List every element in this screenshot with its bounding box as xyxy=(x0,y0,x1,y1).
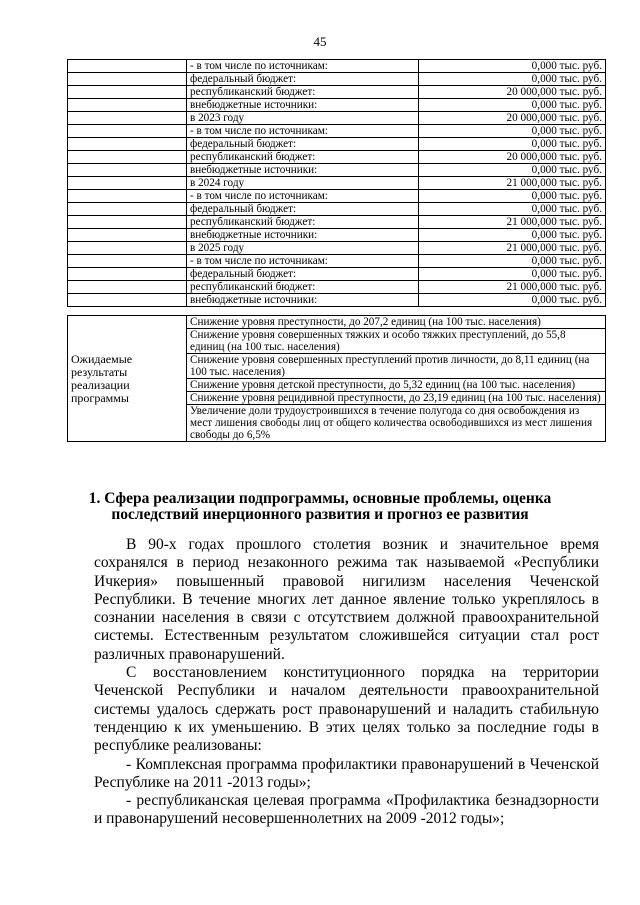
financing-empty-cell xyxy=(68,73,187,86)
page-number: 45 xyxy=(313,34,327,49)
financing-row xyxy=(68,60,606,73)
financing-row xyxy=(68,164,606,177)
financing-empty-cell xyxy=(68,60,187,73)
financing-row xyxy=(68,73,606,86)
paragraph: - Комплексная программа профилактики правонарушений в Чеченской Республике на 2011 -2013 годы»; xyxy=(94,755,599,791)
financing-empty-cell xyxy=(68,268,187,281)
financing-label: внебюджетные источники: xyxy=(187,164,419,177)
financing-label: республиканский бюджет: xyxy=(187,151,419,164)
expected-results-body xyxy=(68,316,606,442)
financing-row xyxy=(68,268,606,281)
financing-empty-cell xyxy=(68,216,187,229)
financing-empty-cell xyxy=(68,242,187,255)
financing-value: 21 000,000 тыс. руб. xyxy=(419,242,606,255)
financing-empty-cell xyxy=(68,203,187,216)
financing-row xyxy=(68,190,606,203)
financing-row xyxy=(68,242,606,255)
result-item: Снижение уровня детской преступности, до 5,32 единиц (на 100 тыс. населения) xyxy=(187,379,606,392)
paragraph: С восстановлением конституционного порядка на территории Чеченской Республики и началом деятельности правоохранительной системы удалось сдержать рост правонарушений и наладить стабильную тенденцию к их уменьшению. В этих целях только за последние годы в республике реализованы: xyxy=(94,664,599,755)
financing-value: 0,000 тыс. руб. xyxy=(419,190,606,203)
financing-row xyxy=(68,125,606,138)
financing-label: внебюджетные источники: xyxy=(187,294,419,307)
financing-row xyxy=(68,151,606,164)
financing-value: 0,000 тыс. руб. xyxy=(419,164,606,177)
result-row xyxy=(68,316,606,329)
financing-empty-cell xyxy=(68,177,187,190)
financing-label: - в том числе по источникам: xyxy=(187,255,419,268)
results-label: Ожидаемые результаты реализации программы xyxy=(68,316,187,442)
financing-value: 0,000 тыс. руб. xyxy=(419,229,606,242)
financing-label: республиканский бюджет: xyxy=(187,216,419,229)
section-title: 1. Сфера реализации подпрограммы, основные проблемы, оценка последствий инерционного развития и прогноз ее развития xyxy=(88,490,552,523)
financing-row xyxy=(68,99,606,112)
financing-label: федеральный бюджет: xyxy=(187,73,419,86)
financing-empty-cell xyxy=(68,229,187,242)
financing-value: 20 000,000 тыс. руб. xyxy=(419,151,606,164)
financing-empty-cell xyxy=(68,255,187,268)
financing-value: 21 000,000 тыс. руб. xyxy=(419,177,606,190)
financing-empty-cell xyxy=(68,86,187,99)
financing-row xyxy=(68,112,606,125)
paragraph: - республиканская целевая программа «Профилактика безнадзорности и правонарушений несовершеннолетних на 2009 -2012 годы»; xyxy=(94,792,599,828)
financing-empty-cell xyxy=(68,112,187,125)
financing-table-body xyxy=(68,60,606,307)
financing-label: - в том числе по источникам: xyxy=(187,190,419,203)
financing-value: 0,000 тыс. руб. xyxy=(419,138,606,151)
financing-value: 20 000,000 тыс. руб. xyxy=(419,86,606,99)
financing-empty-cell xyxy=(68,294,187,307)
financing-empty-cell xyxy=(68,99,187,112)
financing-value: 0,000 тыс. руб. xyxy=(419,294,606,307)
financing-value: 0,000 тыс. руб. xyxy=(419,268,606,281)
financing-label: республиканский бюджет: xyxy=(187,281,419,294)
financing-empty-cell xyxy=(68,125,187,138)
result-item: Снижение уровня совершенных тяжких и особо тяжких преступлений, до 55,8 единиц (на 100 тыс. населения) xyxy=(187,329,606,354)
financing-label: федеральный бюджет: xyxy=(187,138,419,151)
financing-value: 0,000 тыс. руб. xyxy=(419,73,606,86)
financing-empty-cell xyxy=(68,190,187,203)
financing-label: в 2023 году xyxy=(187,112,419,125)
financing-value: 20 000,000 тыс. руб. xyxy=(419,112,606,125)
financing-label: в 2025 году xyxy=(187,242,419,255)
paragraph: В 90-х годах прошлого столетия возник и значительное время сохранялся в период незаконного режима так называемой «Республики Ичкерия» повышенный правовой нигилизм населения Чеченской Республики. В течение многих лет данное явление только укреплялось в сознании населения в связи с отсутствием должной правоохранительной системы. Естественным результатом сложившейся ситуации стал рост различных правонарушений. xyxy=(94,536,599,663)
financing-label: внебюджетные источники: xyxy=(187,99,419,112)
financing-value: 0,000 тыс. руб. xyxy=(419,99,606,112)
body-text xyxy=(94,536,599,829)
financing-empty-cell xyxy=(68,151,187,164)
financing-label: в 2024 году xyxy=(187,177,419,190)
financing-value: 0,000 тыс. руб. xyxy=(419,125,606,138)
financing-label: федеральный бюджет: xyxy=(187,203,419,216)
financing-row xyxy=(68,255,606,268)
financing-row xyxy=(68,281,606,294)
financing-value: 0,000 тыс. руб. xyxy=(419,203,606,216)
financing-row xyxy=(68,229,606,242)
financing-label: - в том числе по источникам: xyxy=(187,60,419,73)
result-item: Увеличение доли трудоустроившихся в течение полугода со дня освобождения из мест лишения свободы лиц от общего количества освободившихся из мест лишения свободы до 6,5% xyxy=(187,405,606,442)
financing-row xyxy=(68,86,606,99)
expected-results-table xyxy=(67,315,606,442)
financing-value: 21 000,000 тыс. руб. xyxy=(419,281,606,294)
result-item: Снижение уровня преступности, до 207,2 единиц (на 100 тыс. населения) xyxy=(187,316,606,329)
financing-label: федеральный бюджет: xyxy=(187,268,419,281)
financing-value: 0,000 тыс. руб. xyxy=(419,255,606,268)
result-item: Снижение уровня рецидивной преступности, до 23,19 единиц (на 100 тыс. населения) xyxy=(187,392,606,405)
financing-row xyxy=(68,294,606,307)
financing-label: внебюджетные источники: xyxy=(187,229,419,242)
financing-label: - в том числе по источникам: xyxy=(187,125,419,138)
financing-empty-cell xyxy=(68,138,187,151)
financing-empty-cell xyxy=(68,164,187,177)
financing-value: 0,000 тыс. руб. xyxy=(419,60,606,73)
financing-row xyxy=(68,138,606,151)
financing-label: республиканский бюджет: xyxy=(187,86,419,99)
financing-table xyxy=(67,59,606,307)
financing-row xyxy=(68,203,606,216)
financing-row xyxy=(68,216,606,229)
financing-value: 21 000,000 тыс. руб. xyxy=(419,216,606,229)
result-item: Снижение уровня совершенных преступлений против личности, до 8,11 единиц (на 100 тыс. населения) xyxy=(187,354,606,379)
financing-empty-cell xyxy=(68,281,187,294)
financing-row xyxy=(68,177,606,190)
